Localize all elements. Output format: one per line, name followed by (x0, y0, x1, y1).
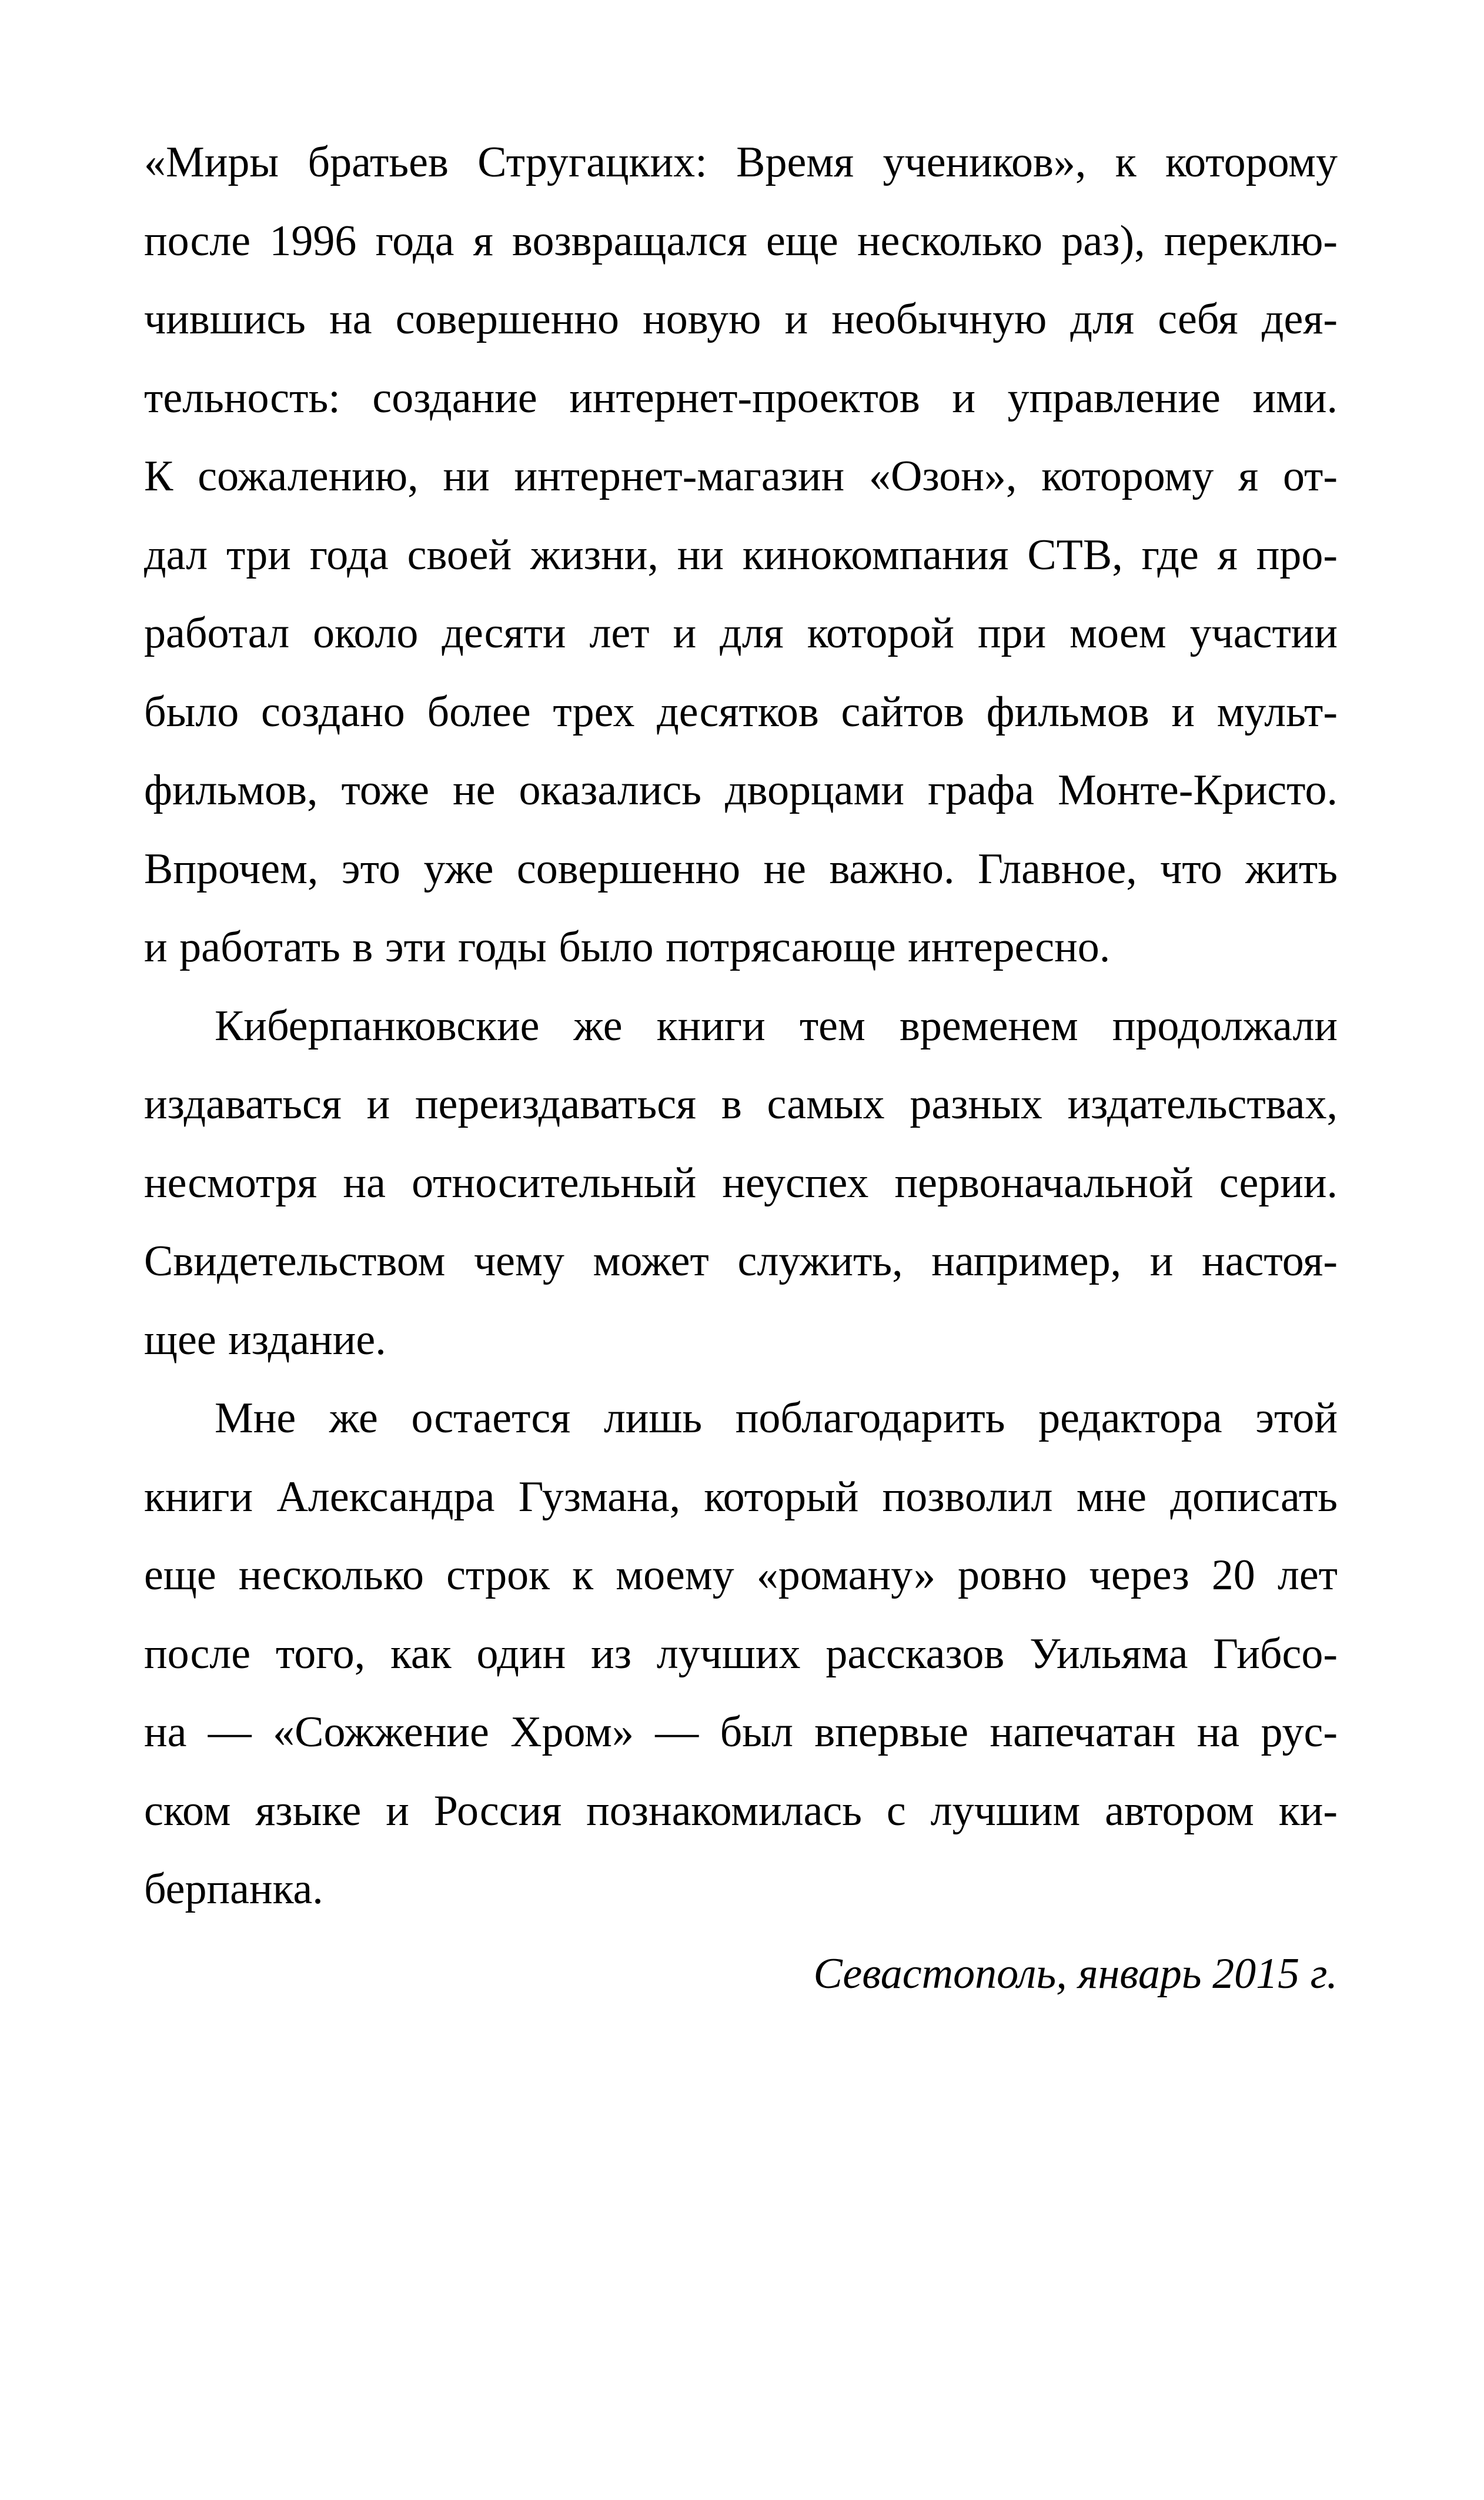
text-line: после того, как один из лучших рассказов Уильяма Гибсо- (144, 1629, 1338, 1678)
text-line: Киберпанковские же книги тем временем продолжали (215, 1001, 1338, 1050)
text-line: на — «Сожжение Хром» — был впервые напечатан на рус- (144, 1708, 1338, 1756)
paragraph (144, 123, 1338, 987)
text-line: чившись на совершенно новую и необычную для себя дея- (144, 295, 1338, 343)
text-line: работал около десяти лет и для которой при моем участии (144, 609, 1338, 657)
paragraph (144, 1379, 1338, 1929)
text-line: щее издание. (144, 1315, 386, 1364)
text-line: было создано более трех десятков сайтов фильмов и мульт- (144, 687, 1338, 736)
text-line: еще несколько строк к моему «роману» ровно через 20 лет (144, 1551, 1338, 1599)
text-line: и работать в эти годы было потрясающе интересно. (144, 923, 1111, 971)
text-line: ском языке и Россия познакомилась с лучшим автором ки- (144, 1786, 1338, 1835)
text-line: берпанка. (144, 1865, 323, 1913)
text-line: издаваться и переиздаваться в самых разных издательствах, (144, 1080, 1338, 1128)
text-line: «Миры братьев Стругацких: Время учеников», к которому (144, 138, 1338, 186)
text-line: после 1996 года я возвращался еще несколько раз), переклю- (144, 216, 1338, 265)
text-line: книги Александра Гузмана, который позволил мне дописать (144, 1472, 1338, 1521)
paragraph (144, 987, 1338, 1380)
text-line: дал три года своей жизни, ни кинокомпания СТВ, где я про- (144, 530, 1338, 579)
text-line: Свидетельством чему может служить, например, и настоя- (144, 1237, 1338, 1285)
text-line: несмотря на относительный неуспех первоначальной серии. (144, 1158, 1338, 1207)
text-line: Впрочем, это уже совершенно не важно. Главное, что жить (144, 844, 1338, 893)
text-line: К сожалению, ни интернет-магазин «Озон», которому я от- (144, 452, 1338, 500)
page-text (144, 123, 1338, 2013)
text-line: Мне же остается лишь поблагодарить редактора этой (215, 1394, 1338, 1442)
text-line: фильмов, тоже не оказались дворцами графа Монте-Кристо. (144, 766, 1338, 814)
signature: Севастополь, январь 2015 г. (813, 1949, 1338, 1998)
text-line: тельность: создание интернет-проектов и управление ими. (144, 373, 1338, 422)
